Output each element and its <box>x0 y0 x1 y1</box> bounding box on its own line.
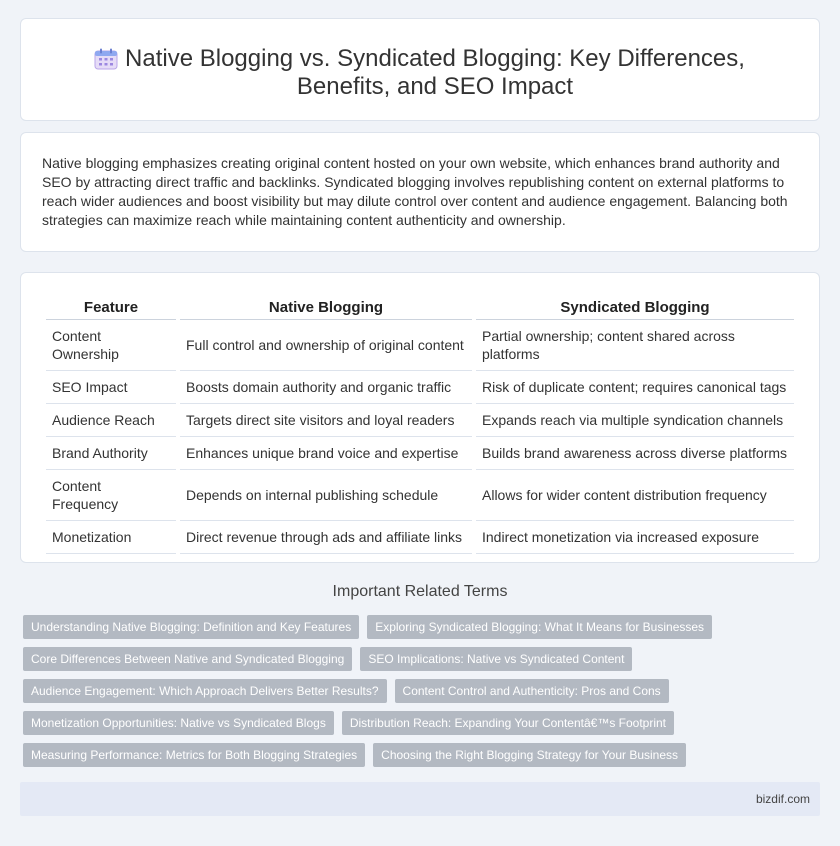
related-term-tag[interactable]: Exploring Syndicated Blogging: What It Means for Businesses <box>367 615 712 639</box>
table-cell: Audience Reach <box>46 404 176 437</box>
related-terms-list <box>23 615 813 775</box>
table-cell: Targets direct site visitors and loyal readers <box>180 404 472 437</box>
table-cell: Direct revenue through ads and affiliate links <box>180 521 472 554</box>
page-title: Native Blogging vs. Syndicated Blogging: Key Differences, Benefits, and SEO Impact <box>125 45 745 100</box>
table-row <box>46 320 794 371</box>
related-term-tag[interactable]: Audience Engagement: Which Approach Delivers Better Results? <box>23 679 387 703</box>
table-cell: Boosts domain authority and organic traffic <box>180 371 472 404</box>
footer <box>20 782 820 816</box>
related-term-tag[interactable]: Content Control and Authenticity: Pros and Cons <box>395 679 669 703</box>
table-row <box>46 371 794 404</box>
table-cell: Expands reach via multiple syndication channels <box>476 404 794 437</box>
table-row <box>46 521 794 554</box>
site-link[interactable]: bizdif.com <box>755 792 810 806</box>
related-term-tag[interactable]: SEO Implications: Native vs Syndicated Content <box>360 647 632 671</box>
table-header-row <box>46 296 794 320</box>
table-row <box>46 404 794 437</box>
table-cell: SEO Impact <box>46 371 176 404</box>
table-cell: Monetization <box>46 521 176 554</box>
table-cell: Allows for wider content distribution frequency <box>476 470 794 521</box>
related-term-tag[interactable]: Distribution Reach: Expanding Your Contentâ€™s Footprint <box>342 711 674 735</box>
table-cell: Risk of duplicate content; requires canonical tags <box>476 371 794 404</box>
intro-card <box>20 132 820 252</box>
header-card <box>20 18 820 121</box>
table-cell: Enhances unique brand voice and expertise <box>180 437 472 470</box>
column-header: Native Blogging <box>180 296 472 320</box>
table-cell: Depends on internal publishing schedule <box>180 470 472 521</box>
column-header: Syndicated Blogging <box>476 296 794 320</box>
related-term-tag[interactable]: Understanding Native Blogging: Definition and Key Features <box>23 615 359 639</box>
related-term-tag[interactable]: Choosing the Right Blogging Strategy for Your Business <box>373 743 686 767</box>
intro-paragraph: Native blogging emphasizes creating original content hosted on your own website, which enhances brand authority and SEO by attracting direct traffic and backlinks. Syndicated blogging involves republishing content on external platforms to reach wider audiences and boost visibility but may dilute control over content and audience engagement. Balancing both strategies can maximize reach while maintaining content authenticity and ownership. <box>42 155 788 228</box>
table-cell: Brand Authority <box>46 437 176 470</box>
table-cell: Indirect monetization via increased exposure <box>476 521 794 554</box>
table-row <box>46 470 794 521</box>
table-cell: Builds brand awareness across diverse platforms <box>476 437 794 470</box>
related-terms-heading: Important Related Terms <box>332 583 508 600</box>
related-term-tag[interactable]: Core Differences Between Native and Syndicated Blogging <box>23 647 352 671</box>
table-cell: Content Frequency <box>46 470 176 521</box>
column-header: Feature <box>46 296 176 320</box>
comparison-card <box>20 272 820 563</box>
table-cell: Partial ownership; content shared across platforms <box>476 320 794 371</box>
related-term-tag[interactable]: Measuring Performance: Metrics for Both Blogging Strategies <box>23 743 365 767</box>
table-cell: Full control and ownership of original content <box>180 320 472 371</box>
related-term-tag[interactable]: Monetization Opportunities: Native vs Syndicated Blogs <box>23 711 334 735</box>
comparison-table <box>42 296 798 554</box>
table-row <box>46 437 794 470</box>
table-cell: Content Ownership <box>46 320 176 371</box>
